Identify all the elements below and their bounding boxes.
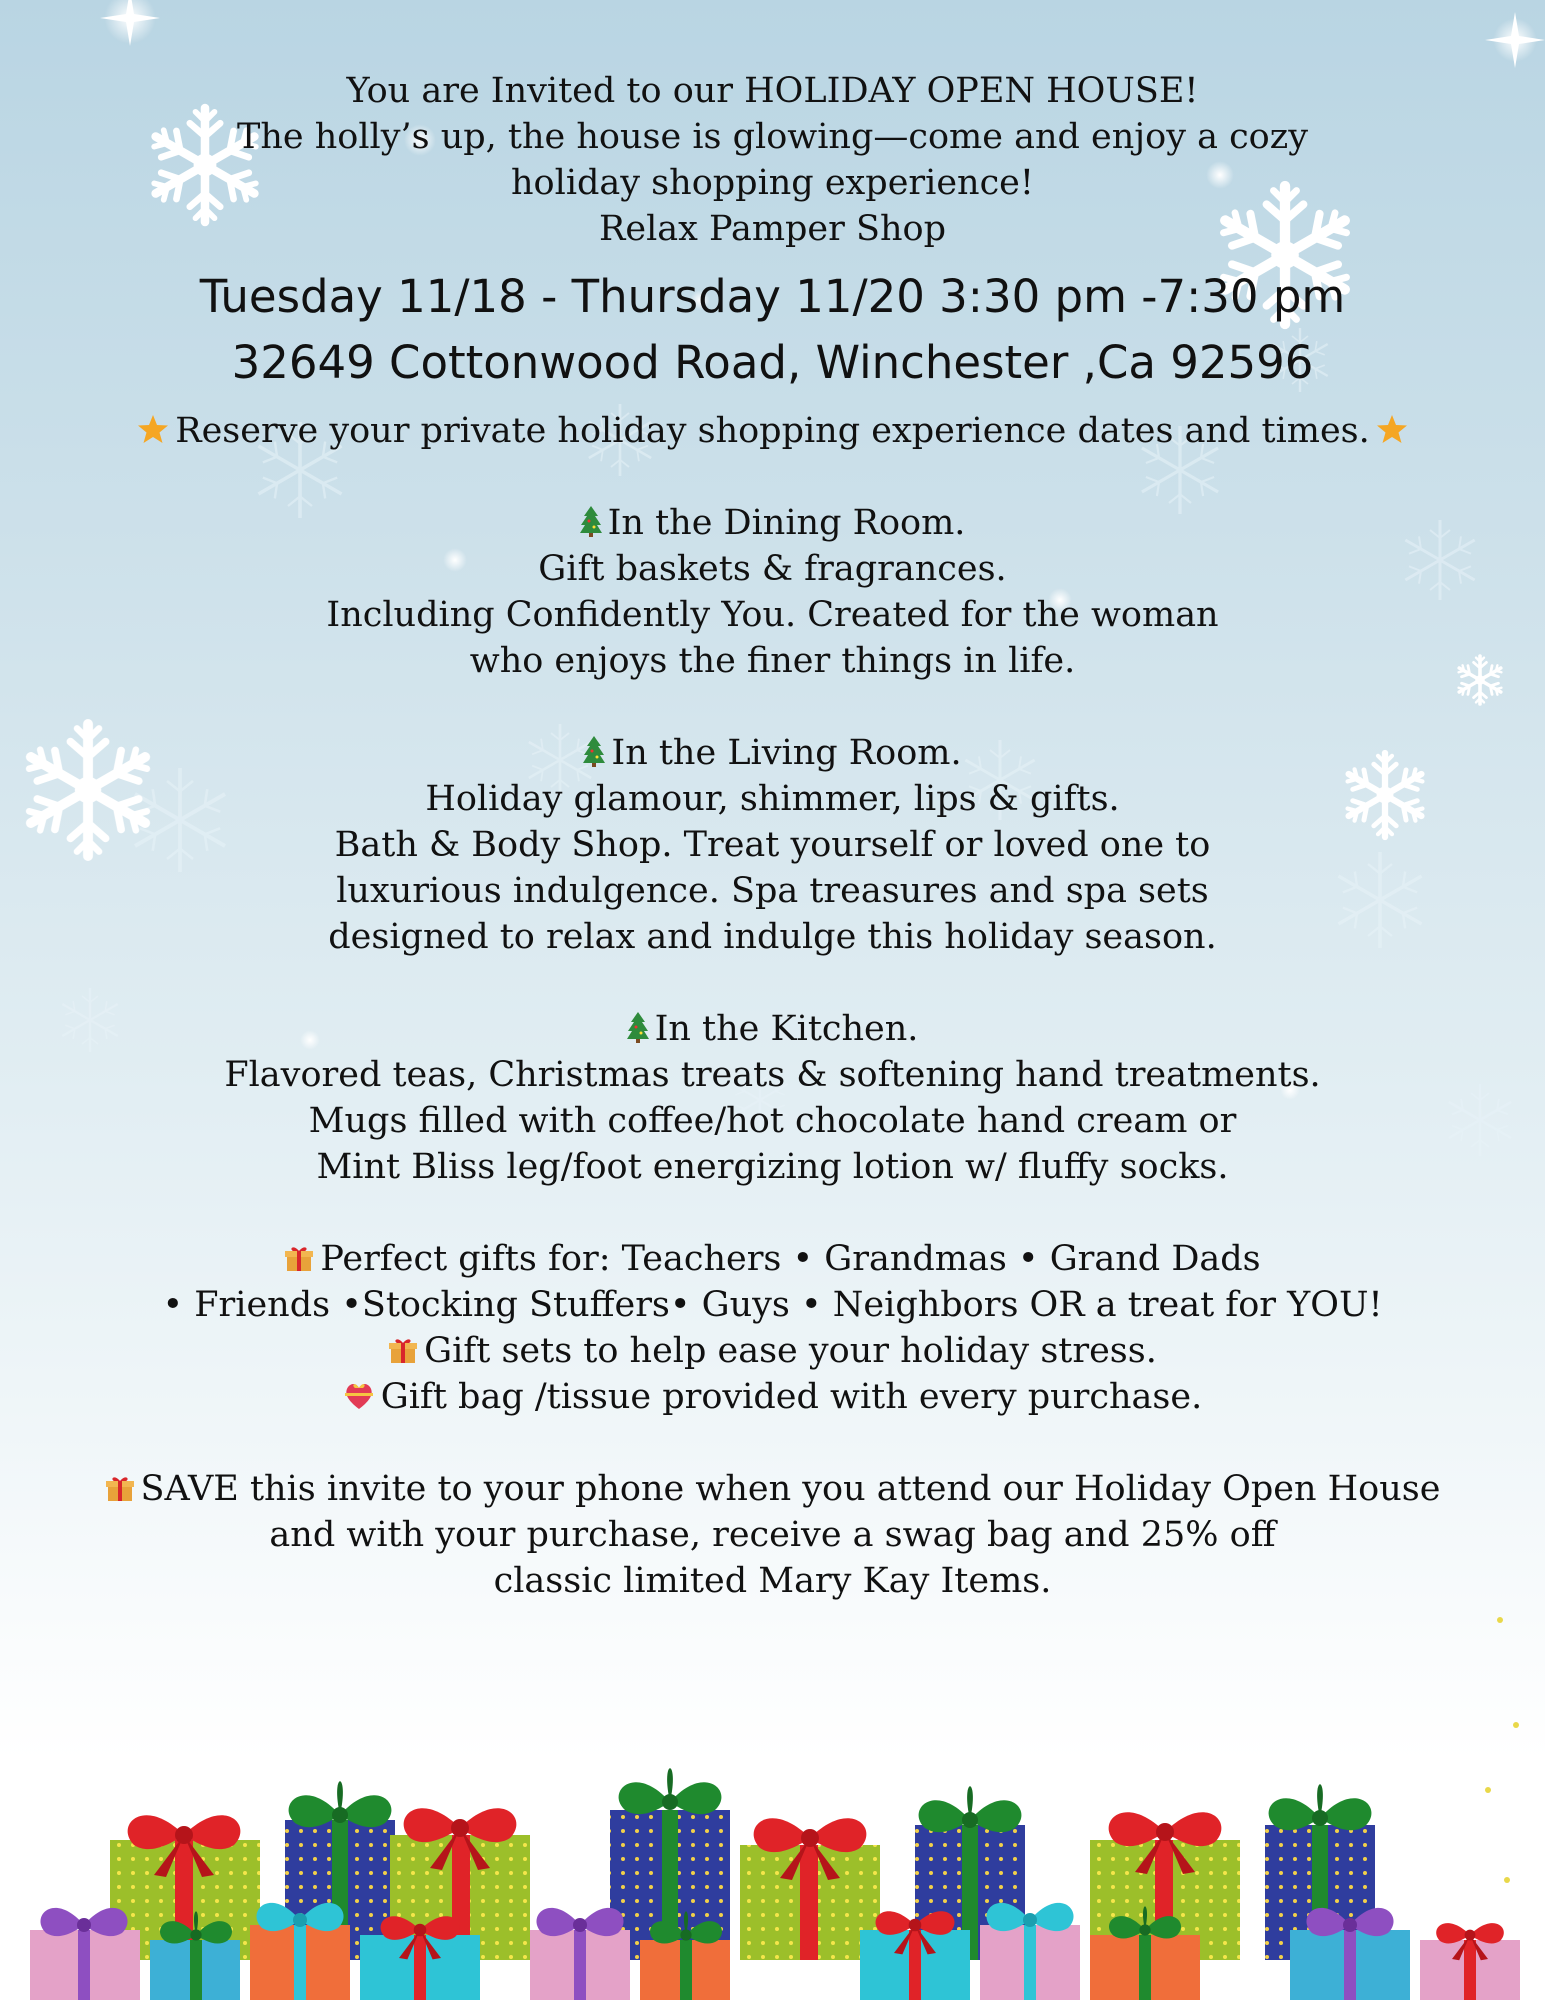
gift-icon [284, 1243, 314, 1273]
christmas-tree-icon [583, 735, 605, 767]
gift-ideas-text: Perfect gifts for: Teachers • Grandmas • Grand Dads [320, 1239, 1261, 1279]
save-offer-text: and with your purchase, receive a swag bag and 25% off [269, 1515, 1276, 1555]
dining-room-title: In the Dining Room. [607, 503, 966, 543]
event-address: 32649 Cottonwood Road, Winchester ,Ca 92596 [231, 336, 1314, 389]
kitchen-text: Mint Bliss leg/foot energizing lotion w/ fluffy socks. [316, 1147, 1229, 1187]
kitchen-title: In the Kitchen. [654, 1009, 919, 1049]
gift-icon [105, 1473, 135, 1503]
dining-room-text: Including Confidently You. Created for the woman [326, 595, 1219, 635]
reserve-text: Reserve your private holiday shopping experience dates and times. [175, 411, 1370, 451]
christmas-tree-icon [580, 505, 602, 537]
reserve-line [0, 408, 1545, 454]
gift-ideas-line [0, 1236, 1545, 1282]
invitation-intro-line: holiday shopping experience! [511, 163, 1034, 203]
living-room-heading [0, 730, 1545, 776]
gift-sets-text: Gift sets to help ease your holiday stress. [424, 1331, 1157, 1371]
christmas-tree-icon [627, 1011, 649, 1043]
gift-bag-line [0, 1374, 1545, 1420]
dining-room-text: who enjoys the finer things in life. [469, 641, 1076, 681]
kitchen-heading [0, 1006, 1545, 1052]
kitchen-text: Flavored teas, Christmas treats & softening hand treatments. [224, 1055, 1321, 1095]
gift-boxes-border [0, 1740, 1545, 2000]
dining-room-heading [0, 500, 1545, 546]
star-icon [1376, 413, 1408, 445]
save-invite-text: SAVE this invite to your phone when you attend our Holiday Open House [140, 1469, 1441, 1509]
heart-gift-icon [343, 1381, 375, 1411]
living-room-title: In the Living Room. [611, 733, 962, 773]
dining-room-text: Gift baskets & fragrances. [538, 549, 1007, 589]
star-icon [137, 413, 169, 445]
save-offer-text: classic limited Mary Kay Items. [493, 1561, 1052, 1601]
living-room-text: Bath & Body Shop. Treat yourself or loved one to [334, 825, 1211, 865]
invitation-tagline: Relax Pamper Shop [599, 209, 946, 249]
invitation-intro-line: The holly’s up, the house is glowing—come and enjoy a cozy [237, 117, 1308, 157]
gift-bag-text: Gift bag /tissue provided with every purchase. [380, 1377, 1203, 1417]
living-room-text: designed to relax and indulge this holiday season. [328, 917, 1217, 957]
kitchen-text: Mugs filled with coffee/hot chocolate hand cream or [308, 1101, 1237, 1141]
save-invite-line [0, 1466, 1545, 1512]
living-room-text: Holiday glamour, shimmer, lips & gifts. [425, 779, 1120, 819]
event-dates: Tuesday 11/18 - Thursday 11/20 3:30 pm -7:30 pm [199, 270, 1346, 323]
invitation-headline: You are Invited to our HOLIDAY OPEN HOUSE! [346, 71, 1199, 111]
gift-recipients-text: • Friends •Stocking Stuffers• Guys • Neighbors OR a treat for YOU! [162, 1285, 1383, 1325]
gift-sets-line [0, 1328, 1545, 1374]
living-room-text: luxurious indulgence. Spa treasures and spa sets [336, 871, 1209, 911]
gift-icon [388, 1335, 418, 1365]
